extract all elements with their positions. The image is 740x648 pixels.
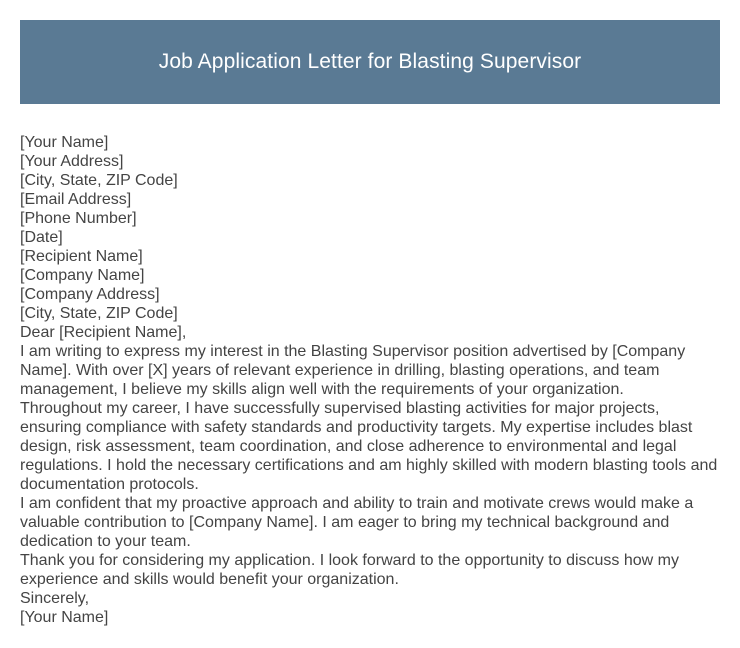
title-banner xyxy=(20,20,720,104)
paragraph-confidence: I am confident that my proactive approach and ability to train and motivate crews would make a valuable contribution to [Company Name]. I am eager to bring my technical background and dedication to your team. xyxy=(20,495,694,550)
page-title: Job Application Letter for Blasting Supervisor xyxy=(158,50,582,73)
sender-email: [Email Address] xyxy=(20,191,132,208)
paragraph-thanks: Thank you for considering my application. I look forward to the opportunity to discuss how my experience and skills would benefit your organization. xyxy=(20,552,679,588)
paragraph-experience: Throughout my career, I have successfully supervised blasting activities for major projects, ensuring compliance with safety standards and productivity targets. My expertise includes blast design, risk assessment, team coordination, and close adherence to environmental and legal regulations. I hold the necessary certifications and am highly skilled with modern blasting tools and documentation protocols. xyxy=(20,400,718,493)
salutation: Dear [Recipient Name], xyxy=(20,324,187,341)
signature: [Your Name] xyxy=(20,609,109,626)
closing: Sincerely, xyxy=(20,590,90,607)
letter-date: [Date] xyxy=(20,229,63,246)
sender-city-state-zip: [City, State, ZIP Code] xyxy=(20,172,178,189)
letter-body xyxy=(20,133,722,627)
company-address: [Company Address] xyxy=(20,286,160,303)
sender-phone: [Phone Number] xyxy=(20,210,137,227)
sender-address: [Your Address] xyxy=(20,153,124,170)
company-city-state-zip: [City, State, ZIP Code] xyxy=(20,305,178,322)
paragraph-intro: I am writing to express my interest in the Blasting Supervisor position advertised by [Company Name]. With over [X] years of relevant experience in drilling, blasting operations, and team management, I believe my skills align well with the requirements of your organization. xyxy=(20,343,686,398)
company-name: [Company Name] xyxy=(20,267,145,284)
sender-name: [Your Name] xyxy=(20,134,109,151)
recipient-name: [Recipient Name] xyxy=(20,248,143,265)
